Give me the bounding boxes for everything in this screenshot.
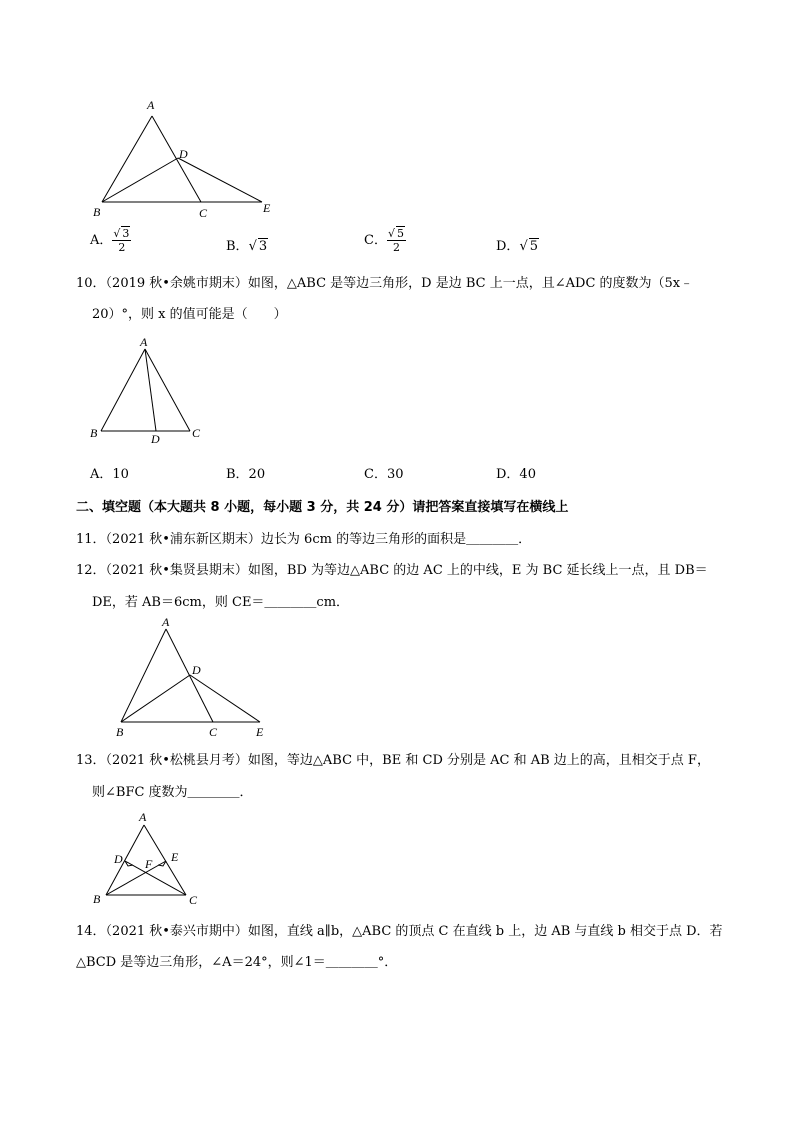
radicand: 3 xyxy=(122,227,130,240)
q12-label-d: D xyxy=(192,663,201,677)
q9-option-c xyxy=(364,228,406,253)
q13-right-angle-e xyxy=(158,861,166,866)
q10-option-a: A．10 xyxy=(90,467,129,482)
sqrt-sign: √ xyxy=(248,239,257,254)
q9-segment-bd xyxy=(102,158,178,202)
q10-label-c: C xyxy=(192,426,201,440)
option-letter: C． xyxy=(364,233,387,248)
q10-option-b: B．20 xyxy=(226,467,266,482)
q9-label-e: E xyxy=(263,201,271,215)
q13-segment-ac xyxy=(144,825,186,895)
radicand: 5 xyxy=(396,227,404,240)
q9-label-a: A xyxy=(147,98,155,112)
q10-text-line2: 20）°，则 x 的值可能是（ ） xyxy=(92,307,287,322)
q14-text-line1: 14．（2021 秋•泰兴市期中）如图，直线 a∥b，△ABC 的顶点 C 在直线 b 上，边 AB 与直线 b 相交于点 D．若 xyxy=(76,924,723,939)
denominator: 2 xyxy=(392,241,400,254)
q10-segment-ad xyxy=(145,349,156,431)
q10-label-d: D xyxy=(151,432,160,446)
radicand: 5 xyxy=(529,239,539,254)
q14-text-line2: △BCD 是等边三角形，∠A＝24°，则∠1＝＿＿＿＿°． xyxy=(76,955,398,970)
q10-label-a: A xyxy=(140,335,148,349)
q12-text-line2: DE，若 AB＝6cm，则 CE＝＿＿＿＿cm． xyxy=(92,595,350,610)
q9-option-d xyxy=(496,235,539,254)
section-heading: 二、填空题（本大题共 8 小题，每小题 3 分，共 24 分）请把答案直接填写在横线上 xyxy=(76,500,569,515)
sqrt-sign: √ xyxy=(519,239,528,254)
sqrt-sign: √ xyxy=(387,227,395,240)
q9-segment-ab xyxy=(102,116,152,202)
q9-label-d: D xyxy=(179,147,188,161)
fraction xyxy=(112,228,131,253)
q10-segment-ac xyxy=(145,349,190,431)
q12-label-b: B xyxy=(116,725,124,739)
q13-label-c: C xyxy=(189,893,198,907)
q12-label-a: A xyxy=(162,615,170,629)
q10-option-d: D．40 xyxy=(496,467,536,482)
q13-label-b: B xyxy=(93,892,101,906)
q9-label-c: C xyxy=(199,206,208,220)
q10-text-line1: 10．（2019 秋•余姚市期末）如图，△ABC 是等边三角形，D 是边 BC 上一点，且∠ADC 的度数为（5x﹣ xyxy=(76,276,694,291)
q9-segment-de xyxy=(178,158,262,202)
q12-label-e: E xyxy=(256,725,264,739)
q13-label-d: D xyxy=(114,852,123,866)
q13-right-angle-d xyxy=(125,861,133,866)
q10-option-c: C．30 xyxy=(364,467,404,482)
q10-segment-ab xyxy=(101,349,145,431)
radicand: 3 xyxy=(258,239,268,254)
q13-label-f: F xyxy=(145,857,153,871)
q13-segment-cd xyxy=(125,861,186,895)
q13-label-a: A xyxy=(139,810,147,824)
option-letter: D． xyxy=(496,239,520,254)
q10-label-b: B xyxy=(90,426,98,440)
q9-option-a xyxy=(90,228,131,253)
q11-text: 11．（2021 秋•浦东新区期末）边长为 6cm 的等边三角形的面积是＿＿＿＿． xyxy=(76,532,532,547)
option-letter: A． xyxy=(90,233,113,248)
sqrt-sign: √ xyxy=(113,227,121,240)
denominator: 2 xyxy=(118,241,126,254)
q12-text-line1: 12．（2021 秋•集贤县期末）如图，BD 为等边△ABC 的边 AC 上的中线，E 为 BC 延长线上一点，且 DB＝ xyxy=(76,563,708,578)
fraction xyxy=(387,228,406,253)
q13-segment-ab xyxy=(106,825,144,895)
q9-label-b: B xyxy=(93,205,101,219)
option-letter: B． xyxy=(226,239,249,254)
q12-segment-de xyxy=(190,675,260,722)
q13-text-line1: 13．（2021 秋•松桃县月考）如图，等边△ABC 中，BE 和 CD 分别是 AC 和 AB 边上的高，且相交于点 F， xyxy=(76,753,710,768)
q13-label-e: E xyxy=(171,850,179,864)
q13-text-line2: 则∠BFC 度数为＿＿＿＿． xyxy=(92,785,253,800)
q9-option-b xyxy=(226,235,268,254)
q12-segment-ab xyxy=(121,629,166,722)
q9-segment-ac xyxy=(152,116,201,202)
q12-segment-ac xyxy=(166,629,213,722)
q13-segment-be xyxy=(106,861,166,895)
q12-label-c: C xyxy=(209,725,218,739)
q12-segment-bd xyxy=(121,675,190,722)
